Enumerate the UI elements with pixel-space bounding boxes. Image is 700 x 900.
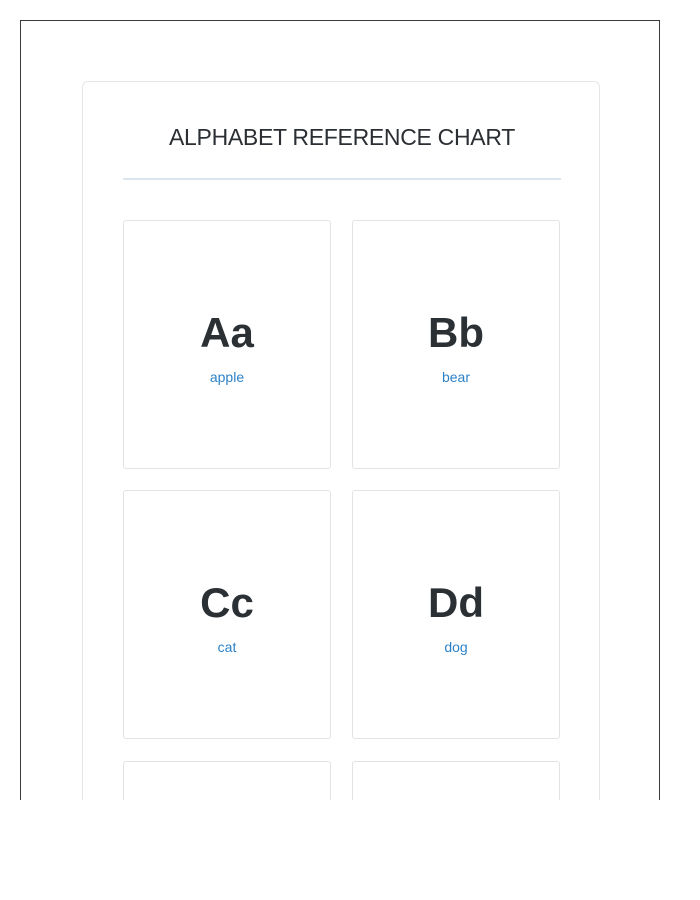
- alphabet-chart-panel: [82, 81, 600, 800]
- letter-card-a: [123, 220, 331, 469]
- title-divider: [123, 178, 561, 180]
- example-word: dog: [444, 639, 468, 655]
- letter-card-e: [123, 761, 331, 800]
- letter-card-c: [123, 490, 331, 739]
- example-word: bear: [441, 369, 471, 385]
- chart-title: ALPHABET REFERENCE CHART: [169, 124, 515, 150]
- letter-card-f: [352, 761, 560, 800]
- document-page: [20, 20, 660, 800]
- letter-glyph: Cc: [200, 579, 254, 626]
- letter-card-d: [352, 490, 560, 739]
- letter-glyph: Aa: [200, 309, 254, 356]
- example-word: cat: [217, 639, 237, 655]
- example-word: apple: [209, 369, 245, 385]
- letter-glyph: Dd: [428, 579, 484, 626]
- letter-card-b: [352, 220, 560, 469]
- letter-glyph: Bb: [428, 309, 484, 356]
